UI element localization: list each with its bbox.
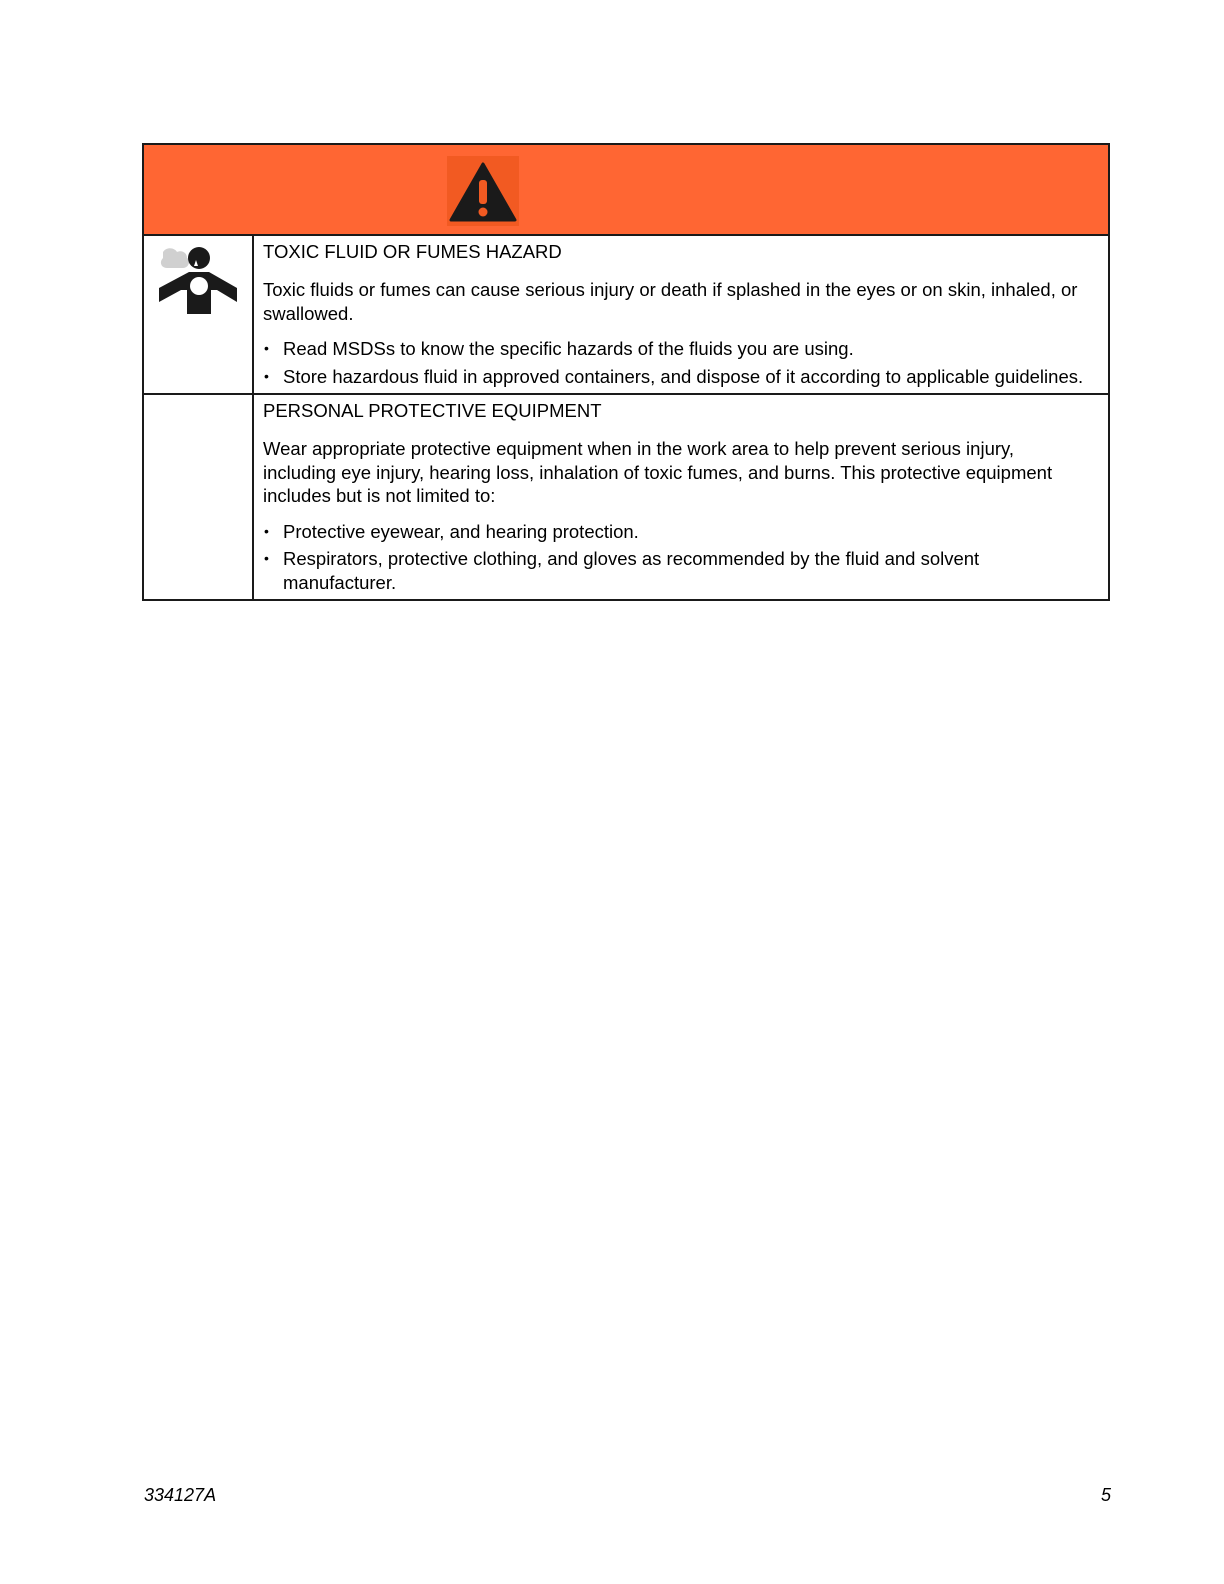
toxic-fumes-icon	[159, 244, 237, 314]
footer-doc-number: 334127A	[144, 1485, 217, 1505]
footer-page-number: 5	[1100, 1485, 1111, 1505]
hazard-description: Toxic fluids or fumes can cause serious injury or death if splashed in the eyes or on skin, inhaled, or swallowed.	[263, 279, 1078, 324]
hazard-description: Wear appropriate protective equipment when in the work area to help prevent serious injury, including eye injury, hearing loss, inhalation of toxic fumes, and burns. This protective equipment includes but is not limited to:	[263, 438, 1053, 506]
bullet-text: Protective eyewear, and hearing protection.	[283, 520, 639, 542]
bullet-text: Read MSDSs to know the specific hazards of the fluids you are using.	[283, 338, 854, 359]
bullet-text: Respirators, protective clothing, and gloves as recommended by the fluid and solvent manufacturer.	[283, 548, 980, 593]
hazard-title: PERSONAL PROTECTIVE EQUIPMENT	[263, 400, 602, 421]
hazard-title: TOXIC FLUID OR FUMES HAZARD	[263, 241, 562, 262]
list-item: • Respirators, protective clothing, and gloves as recommended by the fluid and solvent manufacturer.	[264, 548, 980, 593]
hazard-bullet-list	[263, 337, 1088, 388]
warning-banner	[144, 145, 1108, 236]
hazard-text-cell	[254, 395, 1108, 599]
hazard-row-ppe	[144, 395, 1108, 599]
hazard-bullet-list	[263, 520, 1088, 595]
warning-table	[142, 143, 1110, 601]
hazard-text-cell	[254, 236, 1108, 393]
hazard-icon-cell	[144, 395, 254, 599]
list-item: • Protective eyewear, and hearing protection.	[264, 520, 639, 542]
hazard-icon-cell	[144, 236, 254, 393]
warning-triangle-icon	[447, 156, 519, 226]
list-item: • Store hazardous fluid in approved containers, and dispose of it according to applicable guidelines.	[264, 365, 1084, 387]
hazard-row-toxic	[144, 236, 1108, 395]
bullet-text: Store hazardous fluid in approved containers, and dispose of it according to applicable guidelines.	[283, 365, 1084, 387]
list-item: • Read MSDSs to know the specific hazards of the fluids you are using.	[264, 338, 854, 359]
